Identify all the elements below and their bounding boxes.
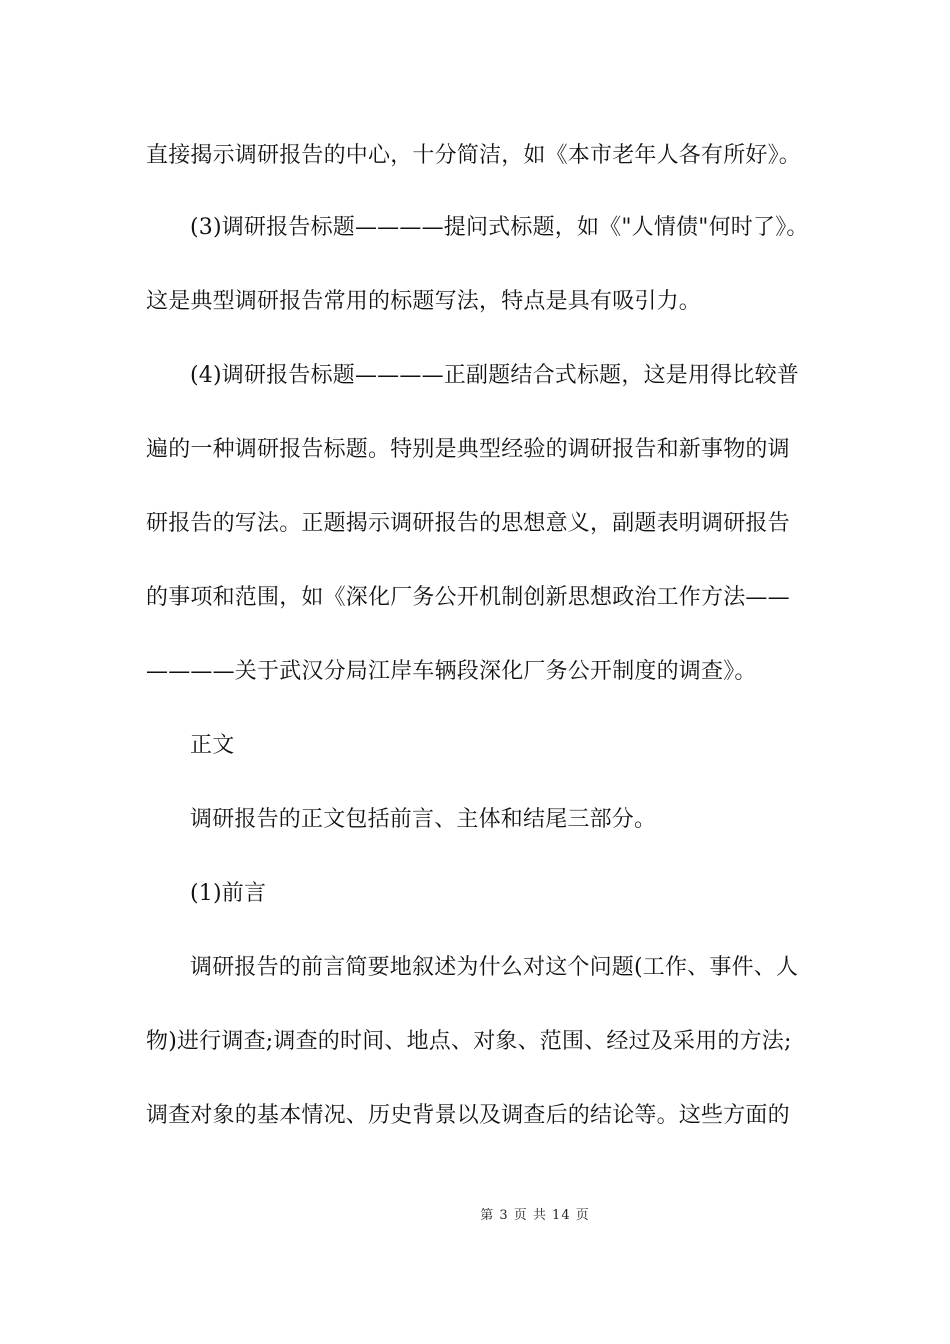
text-line: 调研报告的正文包括前言、主体和结尾三部分。 bbox=[190, 807, 657, 832]
text-line: (4)调研报告标题————正副题结合式标题，这是用得比较普 bbox=[190, 363, 799, 388]
text-line: 遍的一种调研报告标题。特别是典型经验的调研报告和新事物的调 bbox=[146, 437, 790, 462]
text-line: 物)进行调查;调查的时间、地点、对象、范围、经过及采用的方法; bbox=[146, 1029, 792, 1054]
text-line: 直接揭示调研报告的中心，十分简洁，如《本市老年人各有所好》。 bbox=[146, 143, 802, 168]
text-line: 调研报告的前言简要地叙述为什么对这个问题(工作、事件、人 bbox=[190, 955, 799, 980]
text-line: (3)调研报告标题————提问式标题，如《"人情债"何时了》。 bbox=[190, 215, 809, 240]
text-line: 这是典型调研报告常用的标题写法，特点是具有吸引力。 bbox=[146, 289, 702, 314]
text-line: 调查对象的基本情况、历史背景以及调查后的结论等。这些方面的 bbox=[146, 1103, 790, 1128]
page-number: 第 3 页 共 14 页 bbox=[480, 1208, 590, 1223]
page-footer bbox=[0, 1207, 950, 1225]
subsection-heading: (1)前言 bbox=[190, 881, 267, 906]
text-line: ————关于武汉分局江岸车辆段深化厂务公开制度的调查》。 bbox=[146, 659, 757, 684]
text-line: 研报告的写法。正题揭示调研报告的思想意义，副题表明调研报告 bbox=[146, 511, 790, 536]
section-heading: 正文 bbox=[190, 733, 235, 758]
text-line: 的事项和范围，如《深化厂务公开机制创新思想政治工作方法—— bbox=[146, 585, 790, 610]
